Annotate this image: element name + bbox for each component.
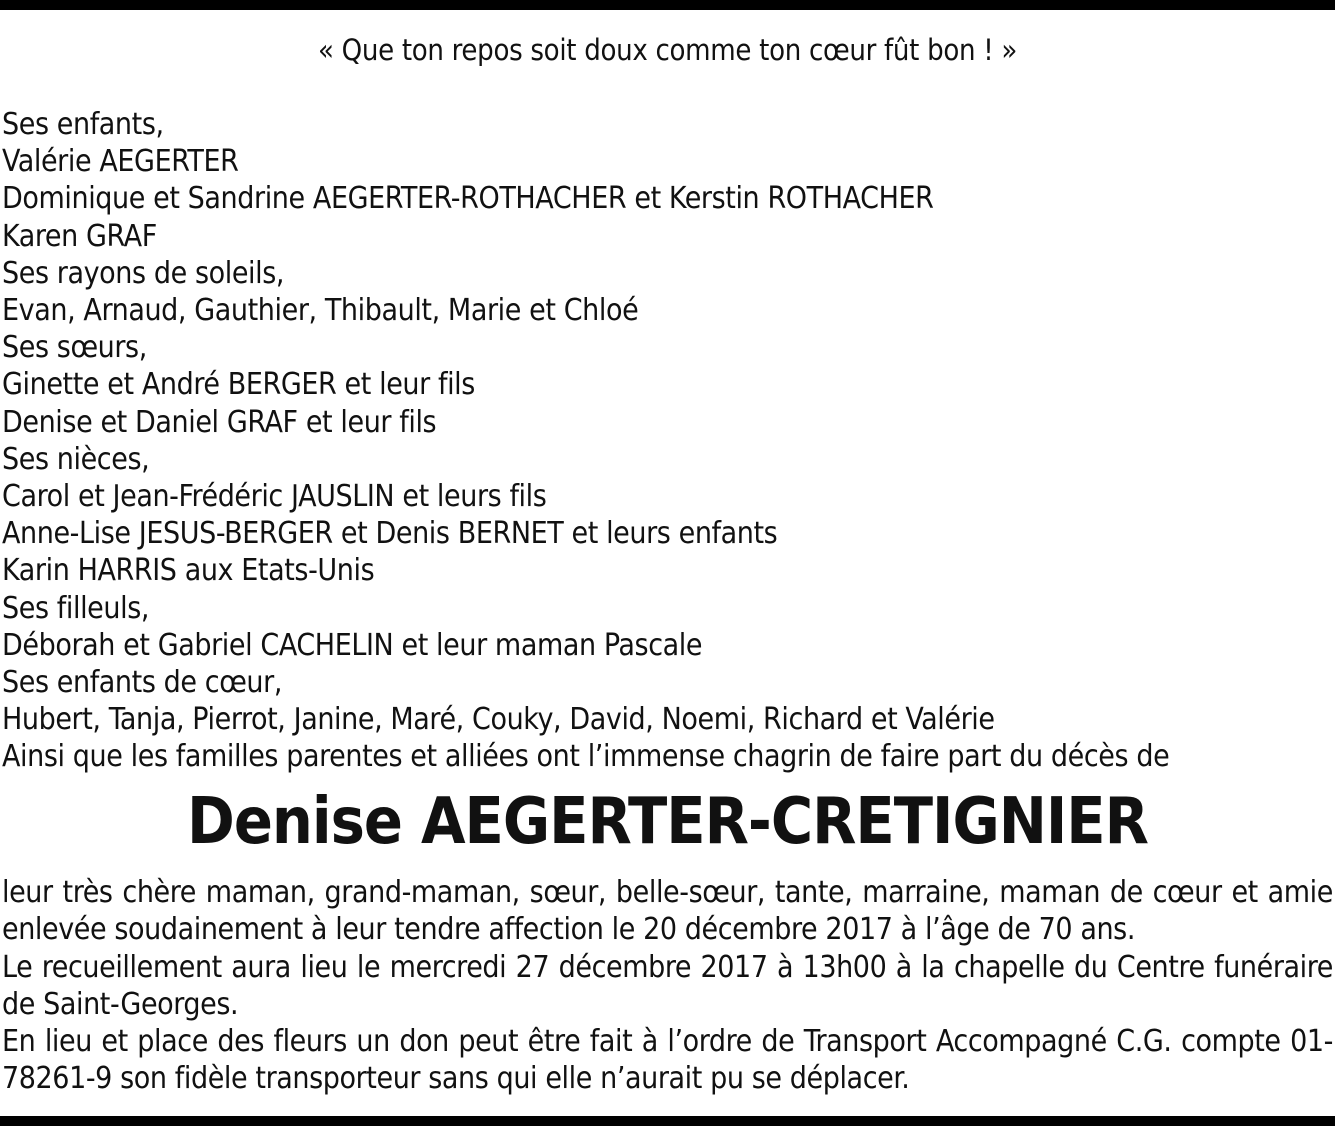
family-line: Ses rayons de soleils, (2, 255, 285, 291)
family-line: Ses enfants, (2, 107, 164, 142)
family-line: Karin HARRIS aux Etats-Unis (2, 553, 375, 589)
relationship-paragraph: leur très chère maman, grand-maman, sœur, belle-sœur, tante, marraine, maman de cœur et amie enlevée soudainement à leur tendre affection le 20 décembre 2017 à l’âge de 70 ans. (2, 875, 1333, 948)
family-line: Hubert, Tanja, Pierrot, Janine, Maré, Couky, David, Noemi, Richard et Valérie (2, 702, 995, 738)
family-line: Ses enfants de cœur, (2, 665, 282, 701)
family-line: Denise et Daniel GRAF et leur fils (2, 404, 437, 440)
family-line: Ses sœurs, (2, 330, 147, 366)
family-line: Ses nièces, (2, 441, 150, 477)
family-line: Anne-Lise JESUS-BERGER et Denis BERNET et leurs enfants (2, 516, 778, 552)
deceased-name: Denise AEGERTER-CRETIGNIER (187, 785, 1148, 859)
bottom-rule (0, 1116, 1335, 1126)
epitaph-quote: « Que ton repos soit doux comme ton cœur fût bon ! » (317, 33, 1018, 67)
family-line: Valérie AEGERTER (2, 144, 239, 180)
family-line: Dominique et Sandrine AEGERTER-ROTHACHER et Kerstin ROTHACHER (2, 181, 934, 217)
ceremony-paragraph: Le recueillement aura lieu le mercredi 27 décembre 2017 à 13h00 à la chapelle du Centre funéraire de Saint-Georges. (2, 949, 1333, 1022)
obituary-details (2, 874, 1333, 1098)
top-rule (0, 0, 1335, 10)
announcement-line: Ainsi que les familles parentes et alliées ont l’immense chagrin de faire part du décès de (2, 739, 1170, 775)
family-line: Ginette et André BERGER et leur fils (2, 367, 475, 403)
family-line: Déborah et Gabriel CACHELIN et leur maman Pascale (2, 627, 703, 663)
family-line: Ses filleuls, (2, 590, 150, 626)
family-line: Karen GRAF (2, 218, 157, 254)
family-list (2, 106, 1332, 776)
donation-paragraph: En lieu et place des fleurs un don peut être fait à l’ordre de Transport Accompagné C.G. compte 01-78261-9 son fidèle transporteur sans qui elle n’aurait pu se déplacer. (2, 1024, 1333, 1097)
family-line: Evan, Arnaud, Gauthier, Thibault, Marie et Chloé (2, 293, 639, 329)
family-line: Carol et Jean-Frédéric JAUSLIN et leurs fils (2, 479, 547, 515)
